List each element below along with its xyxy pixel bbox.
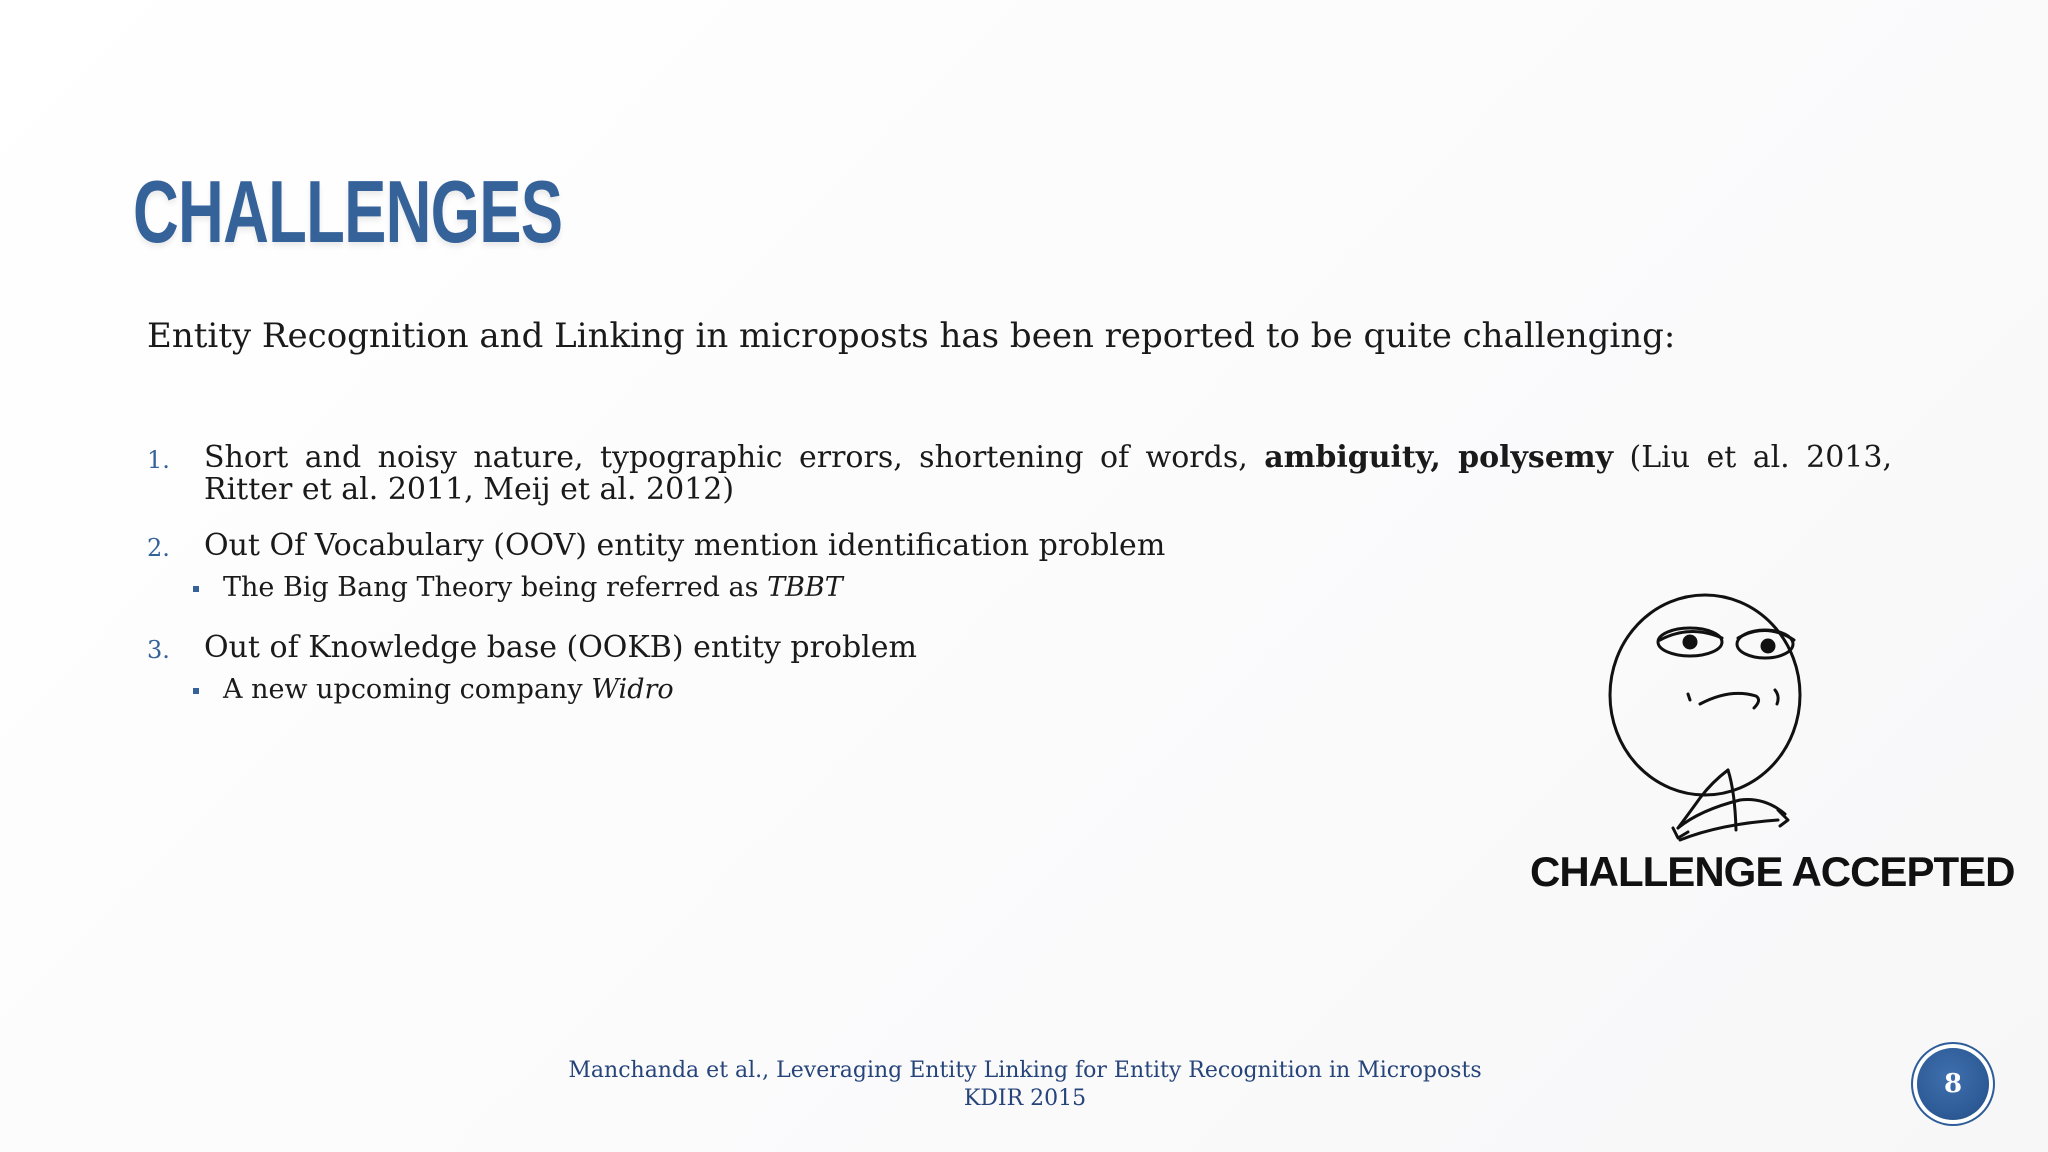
footer-line: KDIR 2015 bbox=[963, 1086, 1087, 1111]
list-item-text: Out Of Vocabulary (OOV) entity mention identification problem bbox=[204, 528, 1166, 563]
square-bullet-icon bbox=[193, 586, 199, 592]
bold-terms: ambiguity, polysemy bbox=[1264, 440, 1614, 475]
list-item-text: Short and noisy nature, typographic errors, shortening of words, ambiguity, polysemy (Liu et al. 2013, Ritter et al. 2011, Meij et al. 2012) bbox=[204, 440, 1893, 507]
sub-bullet-item: A new upcoming company Widro bbox=[147, 674, 1892, 706]
slide-title: CHALLENGES bbox=[133, 162, 563, 261]
list-item-text: Out of Knowledge base (OOKB) entity problem bbox=[204, 630, 917, 665]
page-number-badge: 8 bbox=[1917, 1048, 1989, 1120]
meme-caption: CHALLENGE ACCEPTED bbox=[1530, 848, 2015, 895]
list-item bbox=[147, 530, 1892, 562]
italic-term: TBBT bbox=[767, 572, 843, 603]
italic-term: Widro bbox=[591, 674, 674, 705]
intro-text: Entity Recognition and Linking in microposts has been reported to be quite challenging: bbox=[147, 316, 1676, 356]
list-number: 2. bbox=[147, 534, 170, 562]
list-number: 1. bbox=[147, 446, 170, 474]
square-bullet-icon bbox=[193, 688, 199, 694]
list-item bbox=[147, 442, 1892, 506]
sub-bullet-item: The Big Bang Theory being referred as TBBT bbox=[147, 572, 1892, 604]
footer-citation bbox=[500, 1057, 1550, 1113]
list-number: 3. bbox=[147, 636, 170, 664]
footer-line: Manchanda et al., Leveraging Entity Linking for Entity Recognition in Microposts bbox=[568, 1058, 1482, 1083]
